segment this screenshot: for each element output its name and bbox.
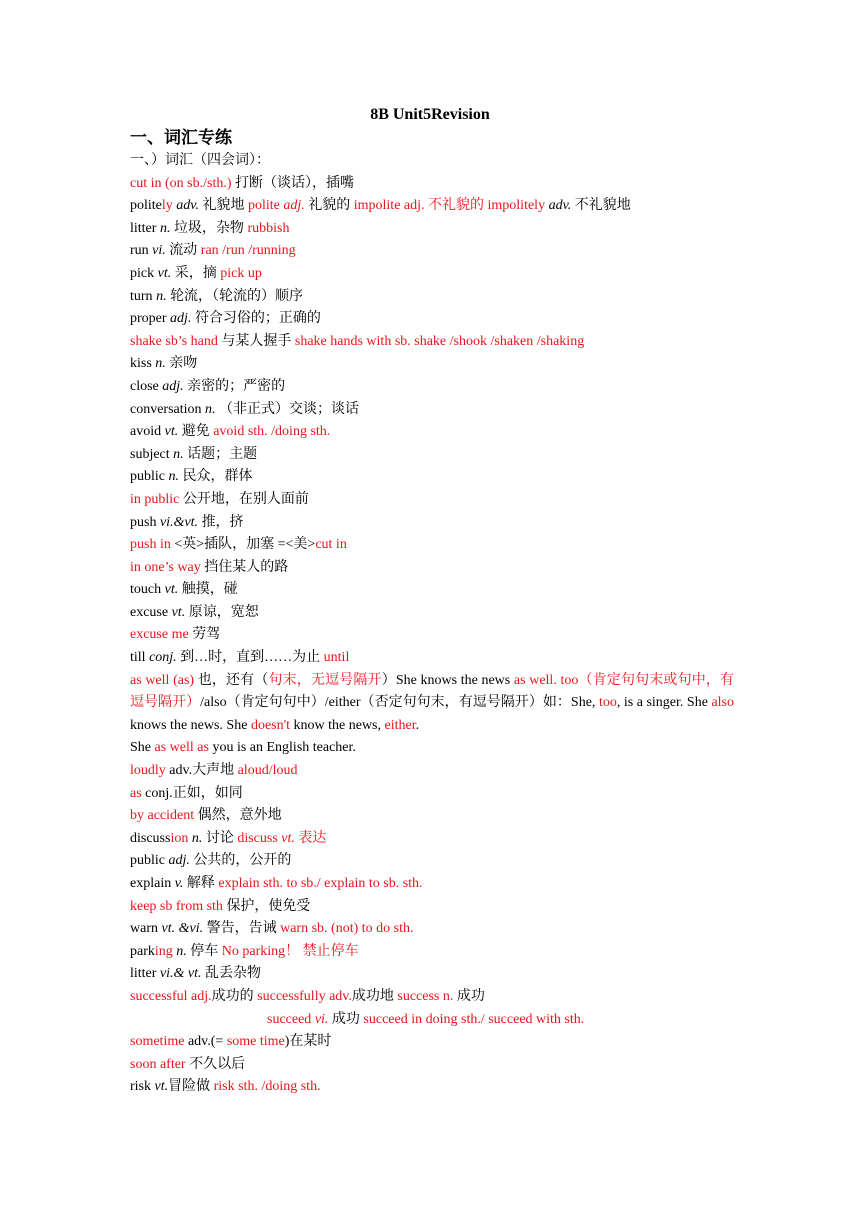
text-segment: 表达	[294, 830, 327, 846]
vocabulary-line	[130, 557, 734, 580]
text-segment: polite	[247, 198, 284, 214]
text-segment: in one’s way	[130, 559, 201, 575]
text-segment: 乱丢杂物	[201, 966, 262, 982]
text-segment: risk	[130, 1079, 155, 1095]
text-segment: push in	[130, 537, 171, 553]
text-segment: ly	[161, 198, 173, 214]
vocabulary-line	[130, 353, 734, 376]
vocabulary-line-succeed	[130, 1009, 734, 1032]
text-segment: ion	[170, 830, 189, 846]
text-segment: v.	[174, 876, 184, 891]
text-segment: 话题；主题	[183, 446, 258, 462]
text-segment: 偶然，意外地	[194, 808, 282, 824]
text-segment: She	[130, 740, 155, 756]
text-segment: ing	[154, 943, 173, 959]
text-segment: 到…时，直到……为止	[176, 650, 324, 666]
text-segment: 流动	[165, 243, 201, 259]
text-segment: knows the news. She	[130, 717, 251, 733]
vocabulary-line	[130, 805, 734, 828]
text-segment: shake hands with sb. shake /shook /shaken /shaking	[294, 333, 585, 349]
text-segment: 劳驾	[188, 627, 221, 643]
vocabulary-line	[130, 534, 734, 557]
vocabulary-line	[130, 873, 734, 896]
vocabulary-line	[130, 918, 734, 941]
text-segment: till	[130, 650, 150, 666]
vocabulary-line	[130, 421, 734, 444]
text-segment: warn	[130, 921, 162, 937]
text-segment: aloud/loud	[237, 763, 298, 779]
text-segment: 讨论	[202, 830, 238, 846]
vocabulary-line	[130, 647, 734, 670]
text-segment: 避免	[178, 424, 214, 440]
text-segment: too	[598, 695, 617, 711]
text-segment: adv.(=	[184, 1034, 227, 1050]
text-segment: succeed	[267, 1011, 315, 1027]
text-segment: n.	[191, 830, 203, 846]
text-segment: vt.	[154, 1079, 169, 1095]
vocabulary-line	[130, 263, 734, 286]
text-segment: as well (as)	[130, 672, 195, 688]
text-segment: 与某人握手	[217, 333, 295, 349]
text-segment: rubbish	[247, 220, 290, 236]
text-segment: adv.	[176, 198, 199, 214]
text-segment: 垃圾，杂物	[170, 220, 248, 236]
text-segment: vt.	[171, 604, 186, 620]
text-segment: also	[711, 695, 735, 711]
text-segment: vt. &vi.	[161, 921, 204, 937]
text-segment: explain sth. to sb./ explain to sb. sth.	[218, 876, 423, 891]
text-segment: cut in (on sb./sth.)	[130, 175, 232, 191]
usage-note-paragraph	[130, 670, 734, 738]
vocabulary-line	[130, 218, 734, 241]
text-segment: n.	[205, 401, 216, 417]
text-segment: kiss	[130, 356, 156, 372]
text-segment: shake sb’s hand	[130, 333, 218, 349]
text-segment: park	[130, 943, 155, 959]
text-segment: conversation	[130, 401, 206, 417]
document-title: 8B Unit5Revision	[370, 106, 490, 123]
text-segment: doesn't	[250, 717, 291, 733]
text-segment: by accident	[130, 808, 195, 824]
text-segment: .	[415, 717, 420, 733]
vocabulary-line	[130, 783, 734, 806]
text-segment: vt.	[157, 265, 172, 281]
vocabulary-line	[130, 850, 734, 873]
text-segment: n.	[168, 469, 179, 485]
vocabulary-line	[130, 308, 734, 331]
text-segment: litter	[130, 220, 160, 236]
text-segment: 也，还有（	[194, 672, 269, 688]
text-segment: as well as	[154, 740, 209, 756]
text-segment: n.	[159, 220, 171, 236]
text-segment: adv.	[548, 198, 572, 214]
vocabulary-block-2	[130, 737, 734, 1008]
vocabulary-line	[130, 150, 734, 173]
text-segment: )在某时	[284, 1034, 332, 1050]
text-segment: warn sb. (not) to do sth.	[280, 921, 414, 937]
vocabulary-line	[130, 1054, 734, 1077]
text-segment: 采，摘	[171, 265, 221, 281]
text-segment: 礼貌地	[198, 198, 248, 214]
vocabulary-line	[130, 399, 734, 422]
text-segment: some time	[226, 1034, 285, 1050]
vocabulary-list	[130, 150, 734, 1099]
text-segment: you is an English teacher.	[208, 740, 356, 756]
text-segment: until	[323, 650, 350, 666]
text-segment: No parking！ 禁止停车	[221, 943, 359, 959]
text-segment: adj.	[162, 378, 184, 394]
text-segment: 成功地	[351, 988, 398, 1004]
vocabulary-line	[130, 512, 734, 535]
vocabulary-line	[130, 173, 734, 196]
text-segment: 公共的，公开的	[189, 853, 292, 869]
text-segment: succeed in doing sth./ succeed with sth.	[363, 1011, 585, 1027]
text-segment: explain	[130, 876, 175, 891]
text-segment: 轮流，（轮流的）顺序	[166, 288, 304, 304]
text-segment: vi.	[152, 243, 166, 259]
text-segment: , is a singer. She	[616, 695, 712, 711]
vocabulary-line	[130, 331, 734, 354]
text-segment: 不礼貌地	[571, 198, 631, 214]
vocabulary-line	[130, 376, 734, 399]
text-segment: pick	[130, 265, 158, 281]
text-segment: adj.	[168, 853, 190, 869]
text-segment: 保护，使免受	[222, 898, 311, 914]
text-segment: success n.	[397, 988, 454, 1004]
text-segment: 成功	[453, 988, 485, 1004]
text-segment: 不久以后	[185, 1056, 246, 1072]
text-segment: 一、）词汇（四会词）：	[130, 153, 270, 168]
vocabulary-line	[130, 963, 734, 986]
text-segment: run	[130, 243, 153, 259]
text-segment: /also（肯定句句中）/either（否定句句末，有逗号隔开）如：She,	[200, 695, 599, 711]
text-segment: cut in	[315, 537, 347, 553]
text-segment: discuss	[130, 830, 171, 846]
vocabulary-line	[130, 986, 734, 1009]
vocabulary-line	[130, 286, 734, 309]
vocabulary-line	[130, 624, 734, 647]
text-segment: 成功	[328, 1011, 364, 1027]
text-segment: push	[130, 514, 160, 530]
text-segment: n.	[155, 356, 166, 372]
text-segment: avoid	[130, 424, 165, 440]
text-segment: adj.	[283, 198, 305, 214]
vocabulary-line	[130, 602, 734, 625]
text-segment: vt.	[164, 424, 179, 440]
text-segment: turn	[130, 288, 157, 304]
text-segment: n.	[156, 288, 167, 304]
text-segment: 停车	[186, 943, 222, 959]
text-segment: litter	[130, 966, 160, 982]
text-segment: 打断（谈话），插嘴	[231, 175, 354, 191]
vocabulary-line	[130, 737, 734, 760]
text-segment: vt.	[164, 582, 179, 598]
text-segment: vt.	[281, 830, 295, 846]
text-segment: ran /run /running	[200, 243, 296, 259]
text-segment: public	[130, 469, 169, 485]
text-segment: touch	[130, 582, 165, 598]
text-segment: adj.	[170, 311, 192, 327]
text-segment: n.	[176, 943, 187, 959]
text-segment: either	[384, 717, 416, 733]
vocabulary-line	[130, 195, 734, 218]
text-segment: adv.大声地	[165, 763, 238, 779]
text-segment: 成功的	[211, 988, 258, 1004]
text-segment: 冒险做	[168, 1079, 214, 1095]
text-segment: 符合习俗的；正确的	[191, 311, 321, 327]
text-segment: sometime	[130, 1034, 185, 1050]
text-segment: proper	[130, 311, 171, 327]
vocabulary-line	[130, 1076, 734, 1099]
text-segment: successfully adv.	[257, 988, 352, 1004]
vocabulary-block-1	[130, 150, 734, 670]
text-segment: 亲密的；严密的	[183, 378, 286, 394]
text-segment: vi.& vt.	[159, 966, 202, 982]
vocabulary-line	[130, 941, 734, 964]
vocabulary-line	[130, 489, 734, 512]
text-segment: polite	[130, 198, 162, 214]
vocabulary-line	[130, 1031, 734, 1054]
text-segment: in public	[130, 491, 180, 507]
text-segment: impolite adj. 不礼貌的 impolitely	[353, 198, 546, 214]
text-segment: n.	[173, 446, 184, 462]
text-segment: conj.	[149, 650, 177, 666]
text-segment: keep sb from sth	[130, 898, 223, 914]
text-segment: know the news,	[290, 717, 385, 733]
text-segment: risk sth. /doing sth.	[213, 1079, 321, 1095]
vocabulary-line	[130, 579, 734, 602]
text-segment: 民众，群体	[179, 469, 253, 485]
vocabulary-line	[130, 896, 734, 919]
vocabulary-line	[130, 240, 734, 263]
text-segment: 推，挤	[198, 514, 244, 530]
text-segment: 触摸，碰	[178, 582, 238, 598]
text-segment: public	[130, 853, 169, 869]
text-segment: successful adj.	[130, 988, 212, 1004]
text-segment: ）She knows the news	[381, 672, 514, 688]
text-segment: as well. too（肯定句句末或句中，有逗号隔开）	[130, 672, 735, 711]
text-segment: 亲吻	[165, 356, 198, 372]
vocabulary-block-3	[130, 1031, 734, 1099]
text-segment: pick up	[220, 265, 262, 281]
vocabulary-line	[130, 444, 734, 467]
text-segment: avoid sth. /doing sth.	[213, 424, 331, 440]
text-segment: excuse	[130, 604, 172, 620]
text-segment: conj.正如，如同	[141, 785, 243, 801]
text-segment: vi.&vt.	[159, 514, 199, 530]
text-segment: discuss	[237, 830, 282, 846]
text-segment: 公开地，在别人面前	[179, 491, 309, 507]
text-segment: 礼貌的	[304, 198, 354, 214]
text-segment: as	[130, 785, 142, 801]
text-segment: <英>插队，加塞 =<美>	[170, 537, 316, 553]
text-segment: loudly	[130, 763, 166, 779]
text-segment: subject	[130, 446, 174, 462]
text-segment: vi.	[314, 1011, 329, 1027]
text-segment: 解释	[183, 876, 219, 891]
vocabulary-line	[130, 828, 734, 851]
text-segment: 警告，告诫	[203, 921, 281, 937]
vocabulary-line	[130, 760, 734, 783]
text-segment: 挡住某人的路	[200, 559, 289, 575]
text-segment: 原谅，宽恕	[185, 604, 259, 620]
section-heading: 一、词汇专练	[130, 128, 232, 147]
text-segment: excuse me	[130, 627, 189, 643]
text-segment: soon after	[130, 1056, 186, 1072]
text-segment: （非正式）交谈；谈话	[215, 401, 360, 417]
text-segment: close	[130, 378, 163, 394]
text-segment: 句末，无逗号隔开	[268, 672, 382, 688]
vocabulary-line	[130, 466, 734, 489]
